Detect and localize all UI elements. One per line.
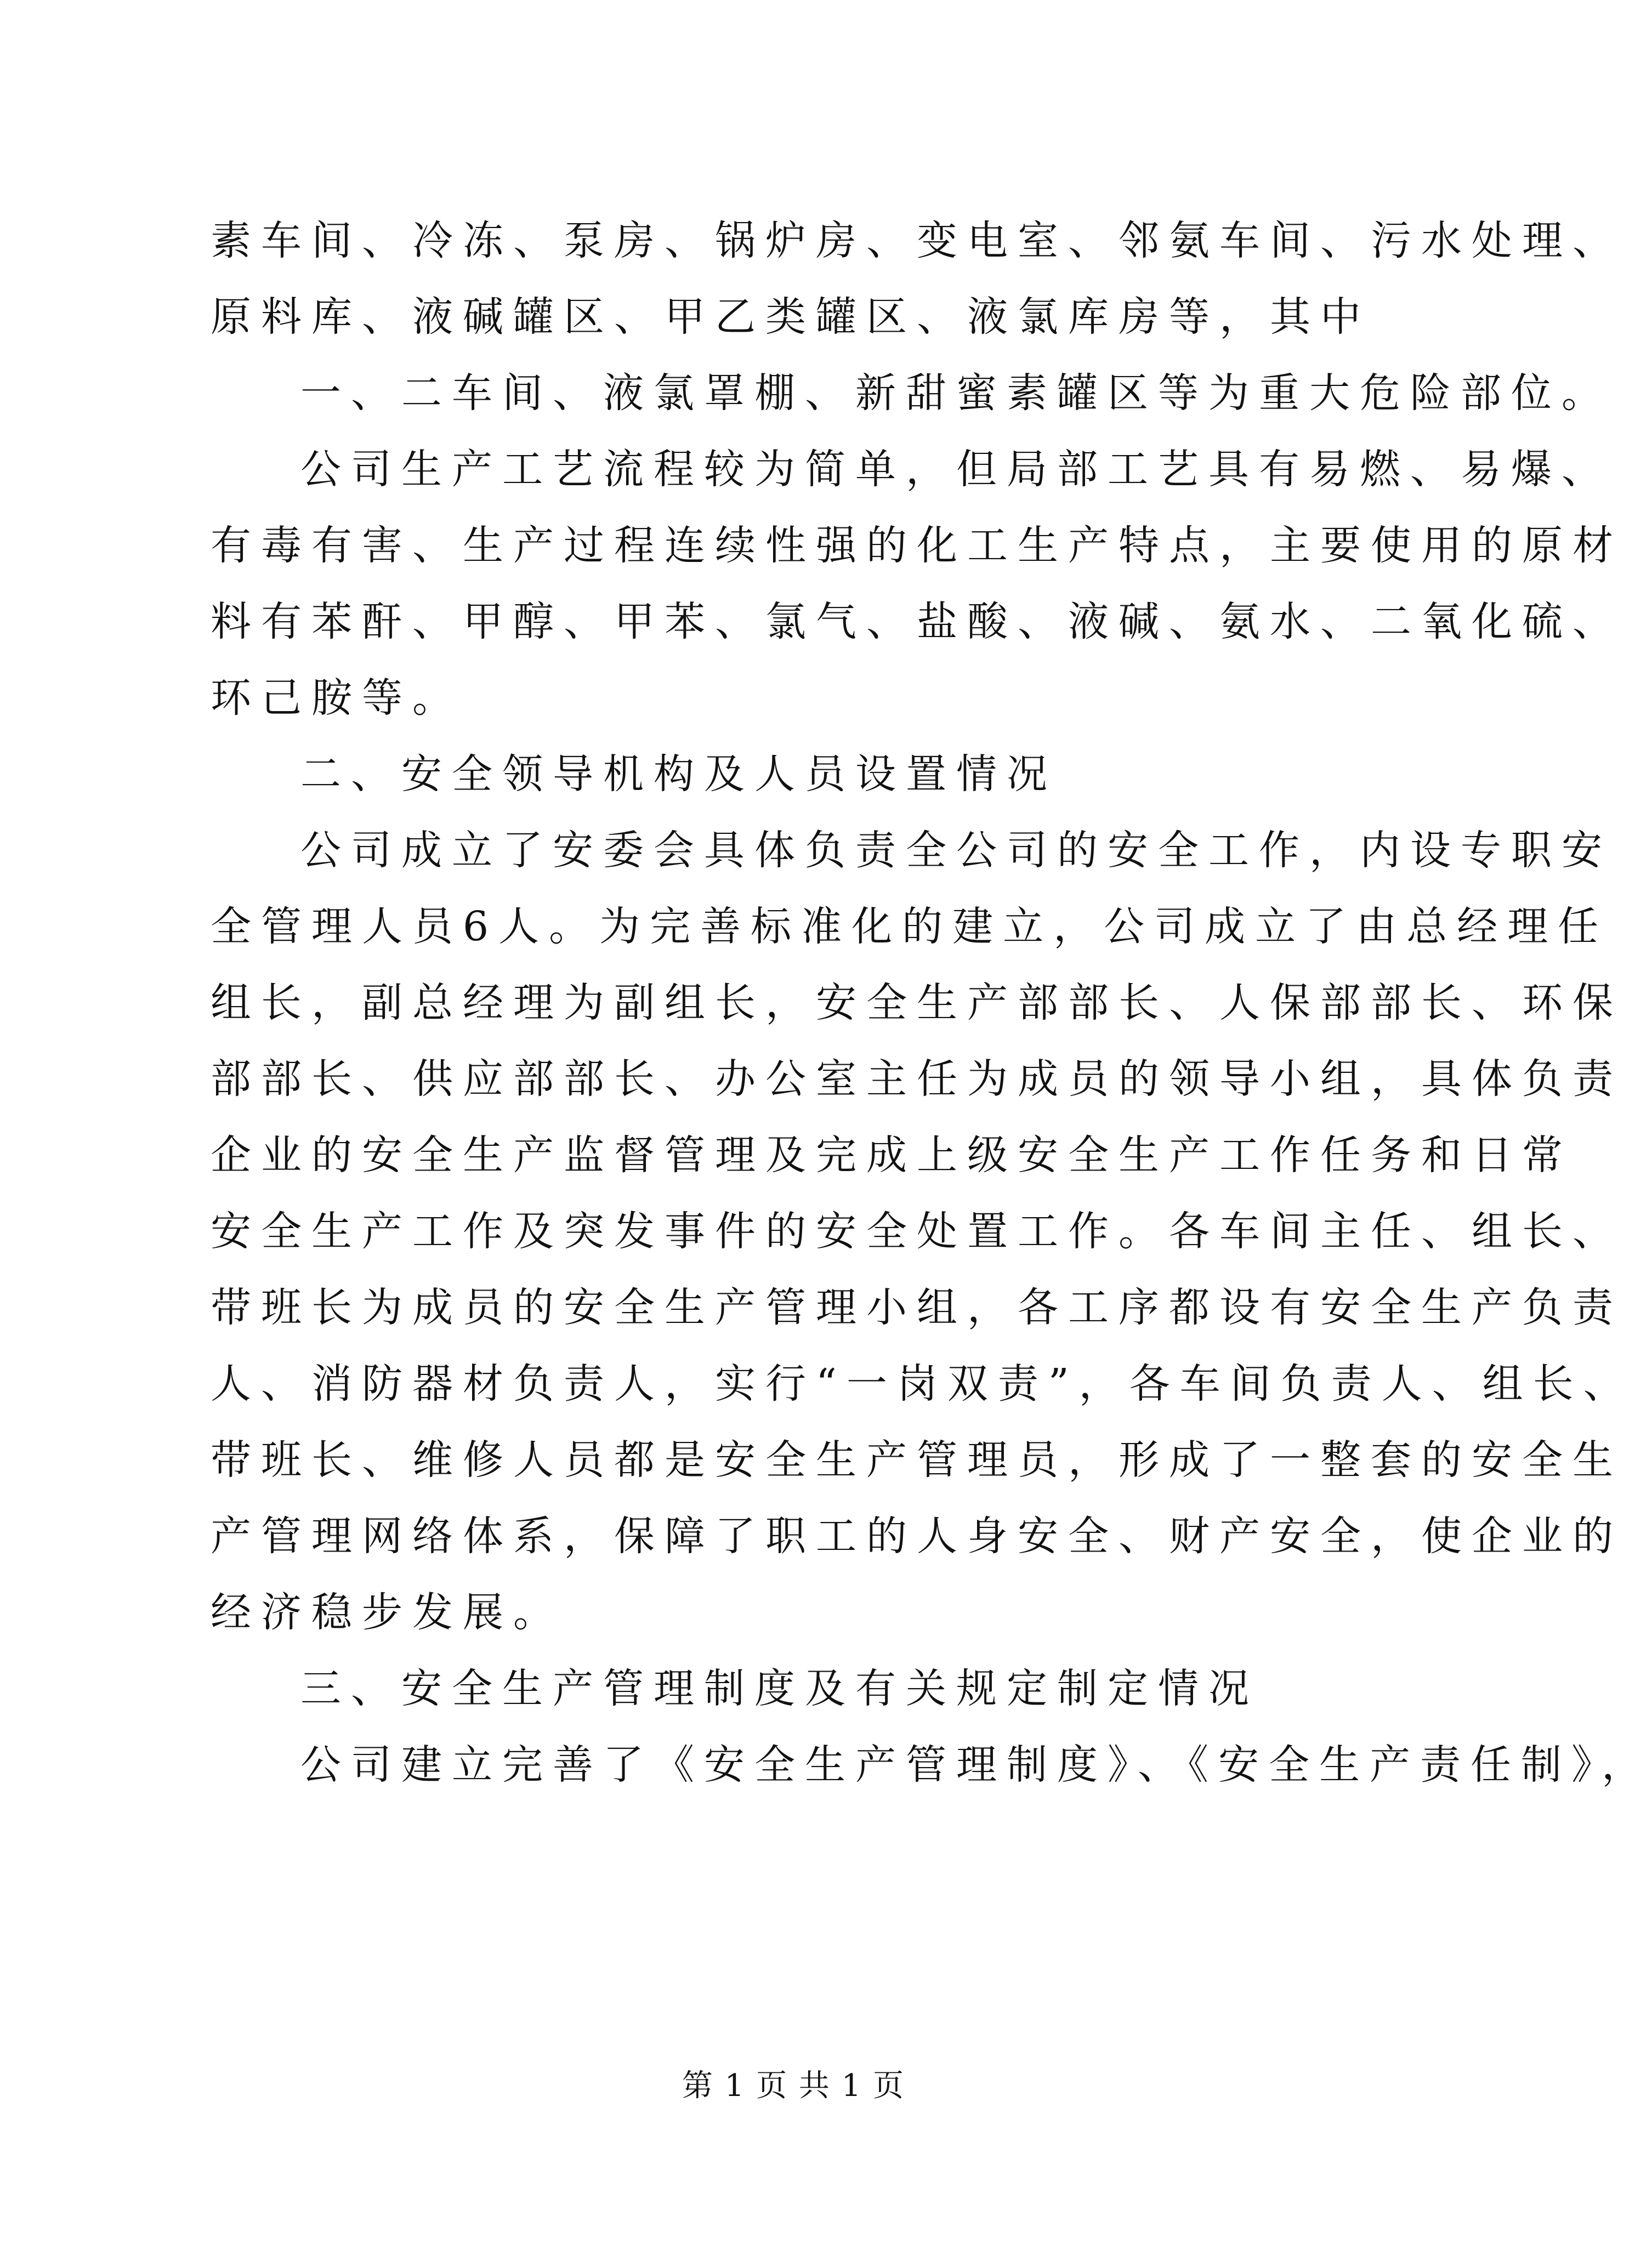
text-line: 经济稳步发展。 — [211, 1589, 564, 1636]
text-line: 带班长、维修人员都是安全生产管理员，形成了一整套的安全生 — [211, 1436, 1623, 1484]
paragraph-start-line: 公司建立完善了《安全生产管理制度》、《安全生产责任制》， — [300, 1741, 1652, 1788]
page-footer — [0, 2067, 1587, 2105]
text-line: 原料库、液碱罐区、甲乙类罐区、液氯库房等，其中 — [211, 293, 1371, 340]
text-line: 产管理网络体系，保障了职工的人身安全、财产安全，使企业的 — [211, 1513, 1623, 1560]
text-line: 组长，副总经理为副组长，安全生产部部长、人保部部长、环保 — [211, 979, 1623, 1026]
text-line: 安全生产工作及突发事件的安全处置工作。各车间主任、组长、 — [211, 1208, 1623, 1255]
text-line: 一、二车间、液氯罩棚、新甜蜜素罐区等为重大危险部位。 — [300, 370, 1612, 417]
document-body — [211, 203, 1652, 1803]
text-line: 料有苯酐、甲醇、甲苯、氯气、盐酸、液碱、氨水、二氧化硫、 — [211, 598, 1623, 645]
text-line: 人、消防器材负责人，实行“一岗双责”，各车间负责人、组长、 — [211, 1360, 1634, 1407]
text-line: 全管理人员6人。为完善标准化的建立，公司成立了由总经理任 — [211, 903, 1609, 950]
section-heading: 二、安全领导机构及人员设置情况 — [300, 751, 1057, 798]
paragraph-start-line: 公司生产工艺流程较为简单，但局部工艺具有易燃、易爆、 — [300, 446, 1612, 493]
text-line: 部部长、供应部部长、办公室主任为成员的领导小组，具体负责 — [211, 1055, 1623, 1103]
paragraph-start-line: 公司成立了安委会具体负责全公司的安全工作，内设专职安 — [300, 827, 1612, 874]
section-heading: 三、安全生产管理制度及有关规定制定情况 — [300, 1665, 1259, 1712]
text-line: 素车间、冷冻、泵房、锅炉房、变电室、邻氨车间、污水处理、 — [211, 217, 1623, 264]
text-line: 企业的安全生产监督管理及完成上级安全生产工作任务和日常 — [211, 1132, 1572, 1179]
page-number: 第 1 页 共 1 页 — [682, 2068, 905, 2104]
text-line: 环己胺等。 — [211, 674, 463, 722]
text-line: 带班长为成员的安全生产管理小组，各工序都设有安全生产负责 — [211, 1284, 1623, 1331]
text-line: 有毒有害、生产过程连续性强的化工生产特点，主要使用的原材 — [211, 522, 1623, 569]
